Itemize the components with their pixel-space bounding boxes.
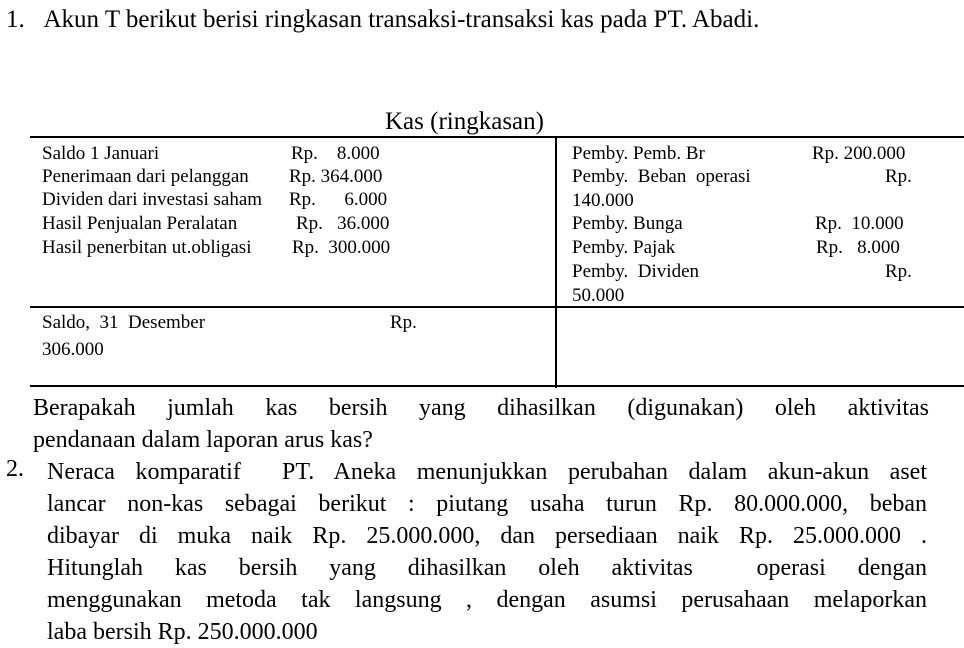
t-account-center-rule — [555, 138, 557, 388]
debit-label-2: Dividen dari investasi saham — [42, 189, 263, 210]
question-2-number: 2. — [6, 456, 24, 482]
credit-label-1: Pemby. Beban operasi — [572, 166, 751, 187]
debit-label-0: Saldo 1 Januari — [42, 143, 160, 164]
debit-amount-4: Rp. 300.000 — [292, 237, 391, 258]
debit-amount-2: Rp. 6.000 — [289, 189, 388, 210]
question-1-prompt — [33, 392, 929, 456]
credit-amount-0: Rp. 200.000 — [812, 143, 906, 164]
t-account-total-rule — [30, 306, 964, 308]
credit-amount-1: Rp. — [885, 166, 912, 187]
debit-amount-1: Rp. 364.000 — [289, 166, 383, 187]
credit-label-2: Pemby. Bunga — [572, 213, 683, 234]
closing-balance-label: Saldo, 31 Desember — [42, 312, 206, 333]
t-account-bottom-rule — [30, 385, 964, 387]
question-2-line: dibayar di muka naik Rp. 25.000.000, dan persediaan naik Rp. 25.000.000 . — [47, 523, 927, 549]
question-1-prompt-line: pendanaan dalam laporan arus kas? — [33, 427, 373, 453]
question-2-text — [47, 456, 927, 648]
t-account-top-rule — [30, 136, 964, 138]
question-2-line: Neraca komparatif PT. Aneka menunjukkan perubahan dalam akun-akun aset — [47, 459, 927, 485]
credit-amount-3: Rp. 8.000 — [816, 237, 900, 258]
question-1-intro — [6, 6, 759, 34]
question-2-line: laba bersih Rp. 250.000.000 — [47, 619, 318, 645]
debit-amount-3: Rp. 36.000 — [296, 213, 390, 234]
question-1-prompt-line: Berapakah jumlah kas bersih yang dihasilkan (digunakan) oleh aktivitas — [33, 395, 929, 421]
credit-amount-4-continuation: 50.000 — [572, 285, 625, 306]
closing-balance-amount: Rp. — [390, 312, 417, 333]
debit-label-3: Hasil Penjualan Peralatan — [42, 213, 238, 234]
debit-amount-0: Rp. 8.000 — [291, 143, 380, 164]
question-2-line: menggunakan metoda tak langsung , dengan asumsi perusahaan melaporkan — [47, 587, 927, 613]
closing-balance-amount-continuation: 306.000 — [42, 339, 104, 360]
question-2-line: lancar non-kas sebagai berikut : piutang usaha turun Rp. 80.000.000, beban — [47, 491, 927, 517]
credit-label-0: Pemby. Pemb. Br — [572, 143, 705, 164]
debit-label-4: Hasil penerbitan ut.obligasi — [42, 237, 252, 258]
question-2-line: Hitunglah kas bersih yang dihasilkan oleh aktivitas operasi dengan — [47, 555, 927, 581]
credit-amount-4: Rp. — [885, 261, 912, 282]
question-1-intro-text: Akun T berikut berisi ringkasan transaksi-transaksi kas pada PT. Abadi. — [43, 6, 760, 33]
question-1-number: 1. — [6, 6, 25, 33]
t-account-title: Kas (ringkasan) — [385, 108, 544, 135]
credit-label-4: Pemby. Dividen — [572, 261, 700, 282]
credit-amount-2: Rp. 10.000 — [815, 213, 904, 234]
credit-label-3: Pemby. Pajak — [572, 237, 676, 258]
debit-label-1: Penerimaan dari pelanggan — [42, 166, 249, 187]
credit-amount-1-continuation: 140.000 — [572, 190, 634, 211]
